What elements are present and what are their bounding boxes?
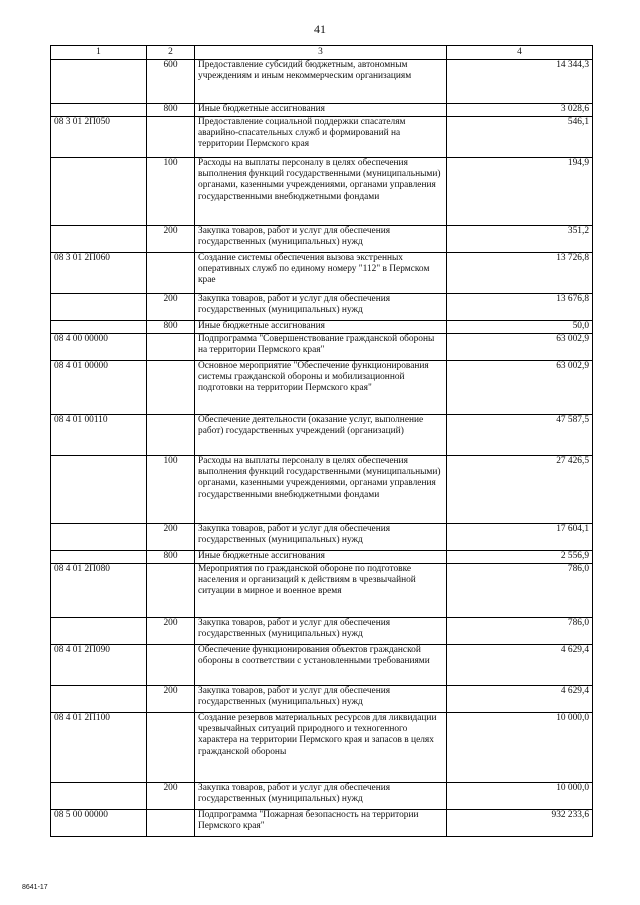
row-code <box>51 783 147 810</box>
row-name: Расходы на выплаты персоналу в целях обеспечения выполнения функций государственными (муниципальными) органами, казенными учреждениями, органами управления государственными внебюджетными фондами <box>195 456 447 524</box>
row-expense-type: 600 <box>147 60 195 104</box>
row-code <box>51 158 147 226</box>
row-expense-type <box>147 334 195 361</box>
row-name: Расходы на выплаты персоналу в целях обеспечения выполнения функций государственными (муниципальными) органами, казенными учреждениями, органами управления государственными внебюджетными фондами <box>195 158 447 226</box>
row-name: Закупка товаров, работ и услуг для обеспечения государственных (муниципальных) нужд <box>195 686 447 713</box>
row-amount: 27 426,5 <box>447 456 593 524</box>
row-name: Основное мероприятие "Обеспечение функционирования системы гражданской обороны и мобилизационной подготовки на территории Пермского края" <box>195 361 447 415</box>
row-expense-type: 200 <box>147 226 195 253</box>
row-amount: 17 604,1 <box>447 524 593 551</box>
table-row <box>51 783 593 810</box>
row-expense-type: 200 <box>147 783 195 810</box>
row-amount: 50,0 <box>447 321 593 334</box>
row-name: Закупка товаров, работ и услуг для обеспечения государственных (муниципальных) нужд <box>195 226 447 253</box>
row-expense-type: 200 <box>147 686 195 713</box>
row-code <box>51 456 147 524</box>
table-row <box>51 551 593 564</box>
row-expense-type: 800 <box>147 321 195 334</box>
table-row <box>51 456 593 524</box>
table-row <box>51 253 593 294</box>
row-amount: 3 028,6 <box>447 104 593 117</box>
table-row <box>51 810 593 837</box>
row-amount: 13 676,8 <box>447 294 593 321</box>
row-name: Обеспечение функционирования объектов гражданской обороны в соответствии с установленными требованиями <box>195 645 447 686</box>
row-name: Закупка товаров, работ и услуг для обеспечения государственных (муниципальных) нужд <box>195 524 447 551</box>
row-name: Подпрограмма "Совершенствование гражданской обороны на территории Пермского края" <box>195 334 447 361</box>
row-expense-type <box>147 564 195 618</box>
row-amount: 932 233,6 <box>447 810 593 837</box>
row-code <box>51 686 147 713</box>
row-name: Иные бюджетные ассигнования <box>195 321 447 334</box>
row-expense-type: 100 <box>147 158 195 226</box>
row-code <box>51 294 147 321</box>
row-amount: 786,0 <box>447 618 593 645</box>
row-name: Предоставление социальной поддержки спасателям аварийно-спасательных служб и формирований на территории Пермского края <box>195 117 447 158</box>
row-code: 08 4 01 00110 <box>51 415 147 456</box>
row-expense-type <box>147 810 195 837</box>
row-expense-type: 200 <box>147 524 195 551</box>
row-expense-type: 800 <box>147 104 195 117</box>
row-code: 08 4 01 00000 <box>51 361 147 415</box>
row-expense-type <box>147 713 195 783</box>
table-row <box>51 686 593 713</box>
row-code <box>51 551 147 564</box>
row-code: 08 3 01 2П050 <box>51 117 147 158</box>
row-amount: 10 000,0 <box>447 783 593 810</box>
row-name: Обеспечение деятельности (оказание услуг, выполнение работ) государственных учреждений (организаций) <box>195 415 447 456</box>
row-code: 08 3 01 2П060 <box>51 253 147 294</box>
row-amount: 351,2 <box>447 226 593 253</box>
row-code <box>51 618 147 645</box>
row-name: Закупка товаров, работ и услуг для обеспечения государственных (муниципальных) нужд <box>195 618 447 645</box>
table-row <box>51 321 593 334</box>
row-code <box>51 321 147 334</box>
document-footer-code: 8641-17 <box>22 884 48 891</box>
column-header-code: 1 <box>51 46 147 60</box>
row-amount: 63 002,9 <box>447 334 593 361</box>
table-row <box>51 361 593 415</box>
row-code: 08 4 01 2П080 <box>51 564 147 618</box>
row-code: 08 4 00 00000 <box>51 334 147 361</box>
row-name: Предоставление субсидий бюджетным, автономным учреждениям и иным некоммерческим организациям <box>195 60 447 104</box>
row-amount: 4 629,4 <box>447 645 593 686</box>
row-name: Закупка товаров, работ и услуг для обеспечения государственных (муниципальных) нужд <box>195 294 447 321</box>
row-amount: 4 629,4 <box>447 686 593 713</box>
table-row <box>51 618 593 645</box>
row-code <box>51 60 147 104</box>
row-name: Подпрограмма "Пожарная безопасность на территории Пермского края" <box>195 810 447 837</box>
row-expense-type <box>147 253 195 294</box>
row-name: Создание системы обеспечения вызова экстренных оперативных служб по единому номеру "112" в Пермском крае <box>195 253 447 294</box>
table-row <box>51 645 593 686</box>
row-expense-type: 200 <box>147 294 195 321</box>
row-amount: 546,1 <box>447 117 593 158</box>
table-row <box>51 564 593 618</box>
table-row <box>51 415 593 456</box>
row-code: 08 4 01 2П090 <box>51 645 147 686</box>
column-header-type: 2 <box>147 46 195 60</box>
table-row <box>51 226 593 253</box>
row-amount: 194,9 <box>447 158 593 226</box>
row-expense-type <box>147 117 195 158</box>
row-code <box>51 104 147 117</box>
row-code: 08 4 01 2П100 <box>51 713 147 783</box>
table-row <box>51 713 593 783</box>
row-expense-type <box>147 415 195 456</box>
row-amount: 63 002,9 <box>447 361 593 415</box>
table-header-row <box>51 46 593 60</box>
row-amount: 47 587,5 <box>447 415 593 456</box>
row-expense-type: 800 <box>147 551 195 564</box>
row-amount: 14 344,3 <box>447 60 593 104</box>
row-name: Закупка товаров, работ и услуг для обеспечения государственных (муниципальных) нужд <box>195 783 447 810</box>
column-header-name: 3 <box>195 46 447 60</box>
row-name: Иные бюджетные ассигнования <box>195 551 447 564</box>
row-code: 08 5 00 00000 <box>51 810 147 837</box>
table-row <box>51 294 593 321</box>
table-row <box>51 117 593 158</box>
page-number: 41 <box>314 22 326 36</box>
table-row <box>51 158 593 226</box>
row-name: Создание резервов материальных ресурсов для ликвидации чрезвычайных ситуаций природного и техногенного характера на территории Пермского края и запасов в целях гражданской обороны <box>195 713 447 783</box>
row-amount: 13 726,8 <box>447 253 593 294</box>
row-expense-type: 200 <box>147 618 195 645</box>
row-expense-type: 100 <box>147 456 195 524</box>
row-expense-type <box>147 361 195 415</box>
table-row <box>51 104 593 117</box>
column-header-amount: 4 <box>447 46 593 60</box>
table-row <box>51 334 593 361</box>
row-amount: 786,0 <box>447 564 593 618</box>
row-code <box>51 524 147 551</box>
row-expense-type <box>147 645 195 686</box>
row-name: Иные бюджетные ассигнования <box>195 104 447 117</box>
table-row <box>51 524 593 551</box>
row-name: Мероприятия по гражданской обороне по подготовке населения и организаций к действиям в чрезвычайной ситуации в мирное и военное время <box>195 564 447 618</box>
budget-table <box>50 45 593 837</box>
row-code <box>51 226 147 253</box>
row-amount: 10 000,0 <box>447 713 593 783</box>
row-amount: 2 556,9 <box>447 551 593 564</box>
table-row <box>51 60 593 104</box>
